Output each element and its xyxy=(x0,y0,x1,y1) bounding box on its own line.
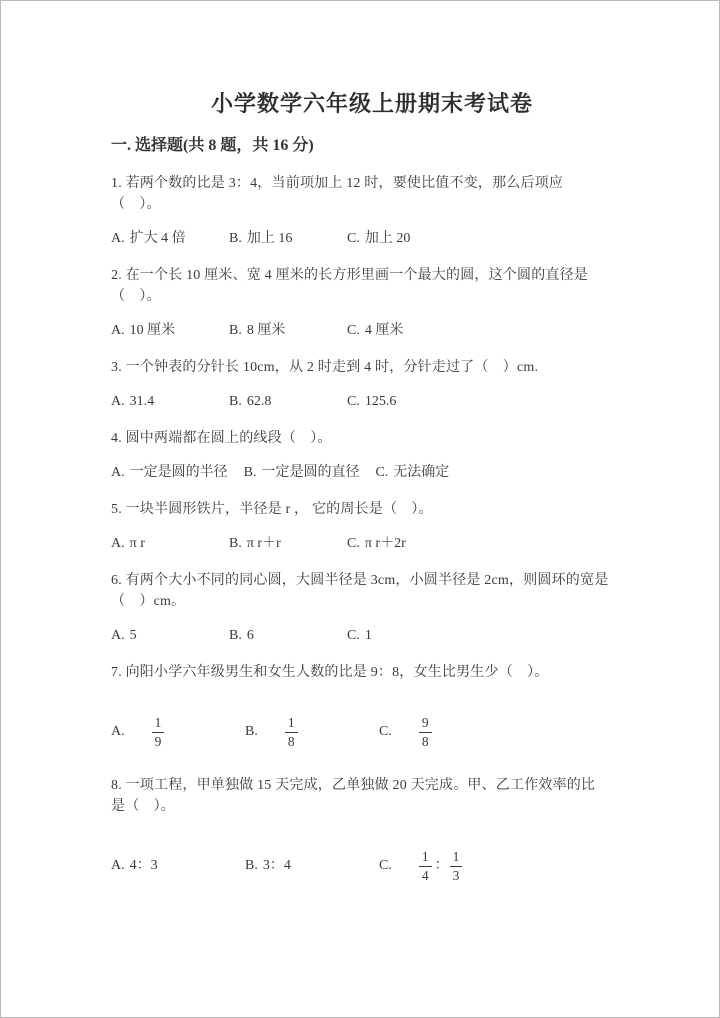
question-text-line: 6. 有两个大小不同的同心圆，大圆半径是 3cm，小圆半径是 2cm，则圆环的宽是 xyxy=(111,573,609,588)
option-b xyxy=(229,392,331,412)
option-a xyxy=(111,534,213,554)
fraction-denominator: 9 xyxy=(154,733,162,749)
option-c xyxy=(375,463,477,483)
fraction xyxy=(152,715,165,749)
option-c xyxy=(347,392,449,412)
option-b xyxy=(229,626,331,646)
options-row xyxy=(111,849,633,883)
question-7 xyxy=(111,662,633,749)
option-c xyxy=(379,715,497,749)
option-text: π r＋2r xyxy=(364,536,406,551)
option-text: 6 xyxy=(246,628,254,643)
option-label: A. xyxy=(111,724,125,740)
option-label: B. xyxy=(229,628,242,643)
fraction xyxy=(285,715,298,749)
option-label: A. xyxy=(111,628,125,643)
fraction xyxy=(419,715,432,749)
option-label: B. xyxy=(229,536,242,551)
question-5 xyxy=(111,499,633,554)
fraction xyxy=(450,849,463,883)
option-c xyxy=(347,534,449,554)
option-text: π r＋r xyxy=(246,536,281,551)
option-text: 一定是圆的半径 xyxy=(129,465,228,480)
option-label: A. xyxy=(111,536,125,551)
fraction-numerator: 1 xyxy=(152,715,165,733)
option-c xyxy=(347,626,449,646)
option-text: 8 厘米 xyxy=(246,323,286,338)
option-label: C. xyxy=(347,231,360,246)
option-label: C. xyxy=(347,628,360,643)
option-label: C. xyxy=(375,465,389,480)
options-row xyxy=(111,626,633,646)
question-text-line: 是（ ）。 xyxy=(111,799,175,815)
option-text: 62.8 xyxy=(246,394,272,409)
options-row xyxy=(111,392,633,412)
option-b xyxy=(245,715,363,749)
options-row xyxy=(111,463,633,483)
option-a xyxy=(111,715,229,749)
option-text: 4：3 xyxy=(129,858,158,874)
fraction-numerator: 9 xyxy=(419,715,432,733)
options-row xyxy=(111,229,633,249)
option-b xyxy=(244,463,360,483)
option-label: B. xyxy=(229,323,242,338)
question-text-line: 3. 一个钟表的分针长 10cm，从 2 时走到 4 时，分针走过了（ ）cm. xyxy=(111,360,539,375)
option-text: 10 厘米 xyxy=(129,323,176,338)
option-label: C. xyxy=(347,536,360,551)
option-a xyxy=(111,856,229,876)
question-8 xyxy=(111,775,633,883)
question-text-line: 8. 一项工程，甲单独做 15 天完成，乙单独做 20 天完成。甲、乙工作效率的比 xyxy=(111,778,596,794)
option-a xyxy=(111,463,228,483)
question-text-line: （ ）。 xyxy=(111,197,161,212)
question-3 xyxy=(111,357,633,412)
option-a xyxy=(111,626,213,646)
option-label: A. xyxy=(111,465,125,480)
option-label: C. xyxy=(347,394,360,409)
option-label: A. xyxy=(111,394,125,409)
fraction-denominator: 3 xyxy=(452,867,460,883)
option-b xyxy=(245,856,363,876)
question-text-line: 7. 向阳小学六年级男生和女生人数的比是 9：8，女生比男生少（ ）。 xyxy=(111,665,549,680)
option-label: A. xyxy=(111,858,125,874)
option-text: 3：4 xyxy=(262,858,291,874)
question-1 xyxy=(111,173,633,249)
option-c xyxy=(347,321,449,341)
option-text: 5 xyxy=(129,628,137,643)
option-b xyxy=(229,321,331,341)
question-text-line: （ ）。 xyxy=(111,289,161,304)
question-text-line: （ ）cm。 xyxy=(111,594,186,609)
question-text-line: 2. 在一个长 10 厘米、宽 4 厘米的长方形里画一个最大的圆，这个圆的直径是 xyxy=(111,268,588,283)
option-label: B. xyxy=(245,724,258,740)
option-text: 125.6 xyxy=(364,394,397,409)
option-label: C. xyxy=(347,323,360,338)
option-label: B. xyxy=(229,394,242,409)
option-a xyxy=(111,392,213,412)
option-text: 一定是圆的直径 xyxy=(261,465,360,480)
option-text: π r xyxy=(129,536,145,551)
question-2 xyxy=(111,265,633,341)
option-a xyxy=(111,321,213,341)
fraction xyxy=(419,849,432,883)
fraction-numerator: 1 xyxy=(419,849,432,867)
question-6 xyxy=(111,570,633,646)
option-b xyxy=(229,534,331,554)
options-row xyxy=(111,321,633,341)
option-c xyxy=(379,849,497,883)
fraction-numerator: 1 xyxy=(450,849,463,867)
question-text-line: 4. 圆中两端都在圆上的线段（ ）。 xyxy=(111,431,332,446)
option-text: 无法确定 xyxy=(393,465,450,480)
option-label: C. xyxy=(379,724,392,740)
option-label: B. xyxy=(229,231,242,246)
option-label: C. xyxy=(379,858,392,874)
option-label: B. xyxy=(243,465,257,480)
option-text: 4 厘米 xyxy=(364,323,404,338)
fraction-denominator: 4 xyxy=(421,867,429,883)
question-4 xyxy=(111,428,633,483)
question-text-line: 5. 一块半圆形铁片，半径是 r ， 它的周长是（ ）。 xyxy=(111,502,433,517)
section-heading: 一. 选择题(共 8 题，共 16 分) xyxy=(111,137,314,154)
option-text: 1 xyxy=(364,628,372,643)
option-label: A. xyxy=(111,323,125,338)
option-text: 加上 16 xyxy=(246,231,293,246)
option-label: A. xyxy=(111,231,125,246)
option-c xyxy=(347,229,449,249)
fraction-denominator: 8 xyxy=(421,733,429,749)
fraction-numerator: 1 xyxy=(285,715,298,733)
option-text: 扩大 4 倍 xyxy=(129,231,186,246)
question-text-line: 1. 若两个数的比是 3：4，当前项加上 12 时，要使比值不变，那么后项应 xyxy=(111,176,564,191)
question-list xyxy=(111,173,633,883)
options-row xyxy=(111,715,633,749)
option-text: 31.4 xyxy=(129,394,155,409)
ratio-colon: ： xyxy=(434,858,449,874)
option-text: 加上 20 xyxy=(364,231,411,246)
fraction-denominator: 8 xyxy=(287,733,295,749)
option-b xyxy=(229,229,331,249)
page-title: 小学数学六年级上册期末考试卷 xyxy=(210,91,533,116)
option-a xyxy=(111,229,213,249)
option-label: B. xyxy=(245,858,258,874)
options-row xyxy=(111,534,633,554)
